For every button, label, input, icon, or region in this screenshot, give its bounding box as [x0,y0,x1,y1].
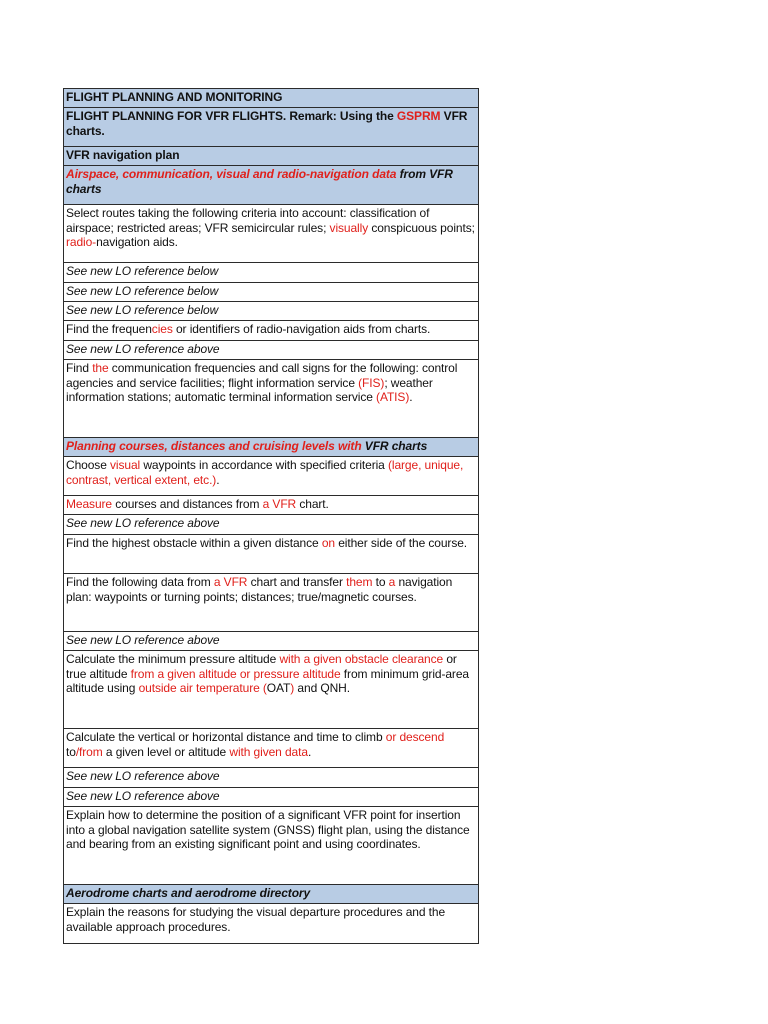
cell-text: See new LO reference above [66,342,220,356]
table-row[interactable] [63,205,479,263]
cell-text: courses and distances from [112,497,263,511]
cell-text: . [216,472,220,487]
cell-text: Find the frequen [66,322,152,336]
table-row[interactable] [63,496,479,515]
highlighted-text: (ATIS) [376,390,410,404]
highlighted-text: a VFR [262,497,297,511]
highlighted-text: from a given altitude or pressure altitude [130,666,341,681]
table-row[interactable] [63,341,479,360]
table-row[interactable] [63,457,479,496]
cell-text: and QNH. [294,681,350,695]
highlighted-text: visually [329,220,369,235]
table-row[interactable] [63,302,479,321]
highlighted-text: visual [110,458,141,472]
cell-text: waypoints in accordance with specified criteria [140,458,388,472]
table-row[interactable] [63,904,479,944]
cell-text: Find [66,361,93,375]
cell-text: from minimum grid-area altitude using [66,666,469,695]
highlighted-text: Airspace, communication, visual and radio-navigation data [66,167,397,181]
cell-text: VFR navigation plan [66,148,180,162]
cell-text: a given level or altitude [102,744,230,759]
cell-text: . [409,390,413,404]
cell-text: Explain how to determine the position of a significant VFR point for insertion into a global navigation satellite system (GNSS) flight plan, using the distance and bearing from an existing significant point and using coordinates. [66,808,470,851]
highlighted-text: outside air temperature ( [138,681,267,695]
highlighted-text: or descend [385,730,445,744]
cell-text: Calculate the vertical or horizontal distance and time to climb [66,730,386,744]
highlighted-text: with given data [229,744,308,759]
cell-text: Choose [66,458,110,472]
cell-text: See new LO reference above [66,769,220,783]
cell-text: Find the highest obstacle within a given distance [66,536,322,550]
cell-text: navigation aids. [96,235,178,249]
cell-text: See new LO reference above [66,789,220,803]
cell-text: FLIGHT PLANNING AND MONITORING [66,90,283,104]
highlighted-text: GSPRM [396,109,441,123]
table-row[interactable] [63,632,479,651]
section-header-row[interactable] [63,885,479,904]
cell-text: VFR charts [361,439,428,453]
highlighted-text: with a given obstacle clearance [279,652,444,666]
highlighted-text: Measure [66,497,112,511]
section-header-row[interactable] [63,166,479,205]
cell-text: See new LO reference above [66,516,220,530]
cell-text: or identifiers of radio-navigation aids from charts. [172,322,431,336]
table-row[interactable] [63,788,479,807]
cell-text: Aerodrome charts and aerodrome directory [66,886,311,900]
cell-text: . [307,744,312,759]
table-row[interactable] [63,321,479,341]
highlighted-text: radio- [66,235,97,249]
section-header-row[interactable] [63,108,479,147]
table-row[interactable] [63,360,479,438]
cell-text: chart and transfer [247,575,347,589]
highlighted-text: on [321,536,335,550]
cell-text: to [372,575,389,589]
cell-text: See new LO reference below [66,264,219,278]
cell-text: Calculate the minimum pressure altitude [66,652,280,666]
section-header-row[interactable] [63,438,479,457]
highlighted-text: (large, unique, contrast, vertical extent, etc.) [66,458,464,487]
spreadsheet-table [63,88,479,944]
highlighted-text: ) [290,681,295,695]
highlighted-text: the [92,361,109,375]
cell-text: OAT [266,681,291,695]
cell-text: See new LO reference above [66,633,220,647]
table-row[interactable] [63,768,479,788]
cell-text: chart. [296,497,329,511]
cell-text: communication frequencies and call signs for the following: control agencies and service facilities; flight information service [66,361,458,390]
table-row[interactable] [63,574,479,632]
highlighted-text: (FIS) [358,375,385,390]
cell-text: ; weather information stations; automatic terminal information service [66,375,433,404]
highlighted-text: a VFR [213,575,248,589]
cell-text: to [66,744,76,759]
table-row[interactable] [63,283,479,302]
table-row[interactable] [63,515,479,535]
cell-text: or true altitude [66,652,457,681]
highlighted-text: them [346,575,373,589]
cell-text: See new LO reference below [66,303,219,317]
cell-text: Explain the reasons for studying the visual departure procedures and the available approach procedures. [66,905,446,934]
cell-text: VFR charts. [66,109,468,138]
highlighted-text: a [388,575,396,589]
cell-text: conspicuous points; [368,220,475,235]
cell-text: from VFR charts [66,167,453,196]
table-row[interactable] [63,807,479,885]
cell-text: navigation plan: waypoints or turning points; distances; true/magnetic courses. [66,575,453,604]
table-row[interactable] [63,535,479,574]
section-header-row[interactable] [63,88,479,108]
cell-text: Find the following data from [66,575,214,589]
table-row[interactable] [63,263,479,283]
cell-text: Select routes taking the following criteria into account: classification of airspace; restricted areas; VFR semicircular rules; [66,206,430,235]
table-row[interactable] [63,651,479,729]
highlighted-text: cies [151,322,173,336]
cell-text: either side of the course. [334,536,468,550]
table-row[interactable] [63,729,479,768]
highlighted-text: /from [75,744,103,759]
section-header-row[interactable] [63,147,479,166]
cell-text: See new LO reference below [66,284,219,298]
highlighted-text: Planning courses, distances and cruising levels with [66,439,362,453]
cell-text: FLIGHT PLANNING FOR VFR FLIGHTS. Remark: Using the [66,109,397,123]
